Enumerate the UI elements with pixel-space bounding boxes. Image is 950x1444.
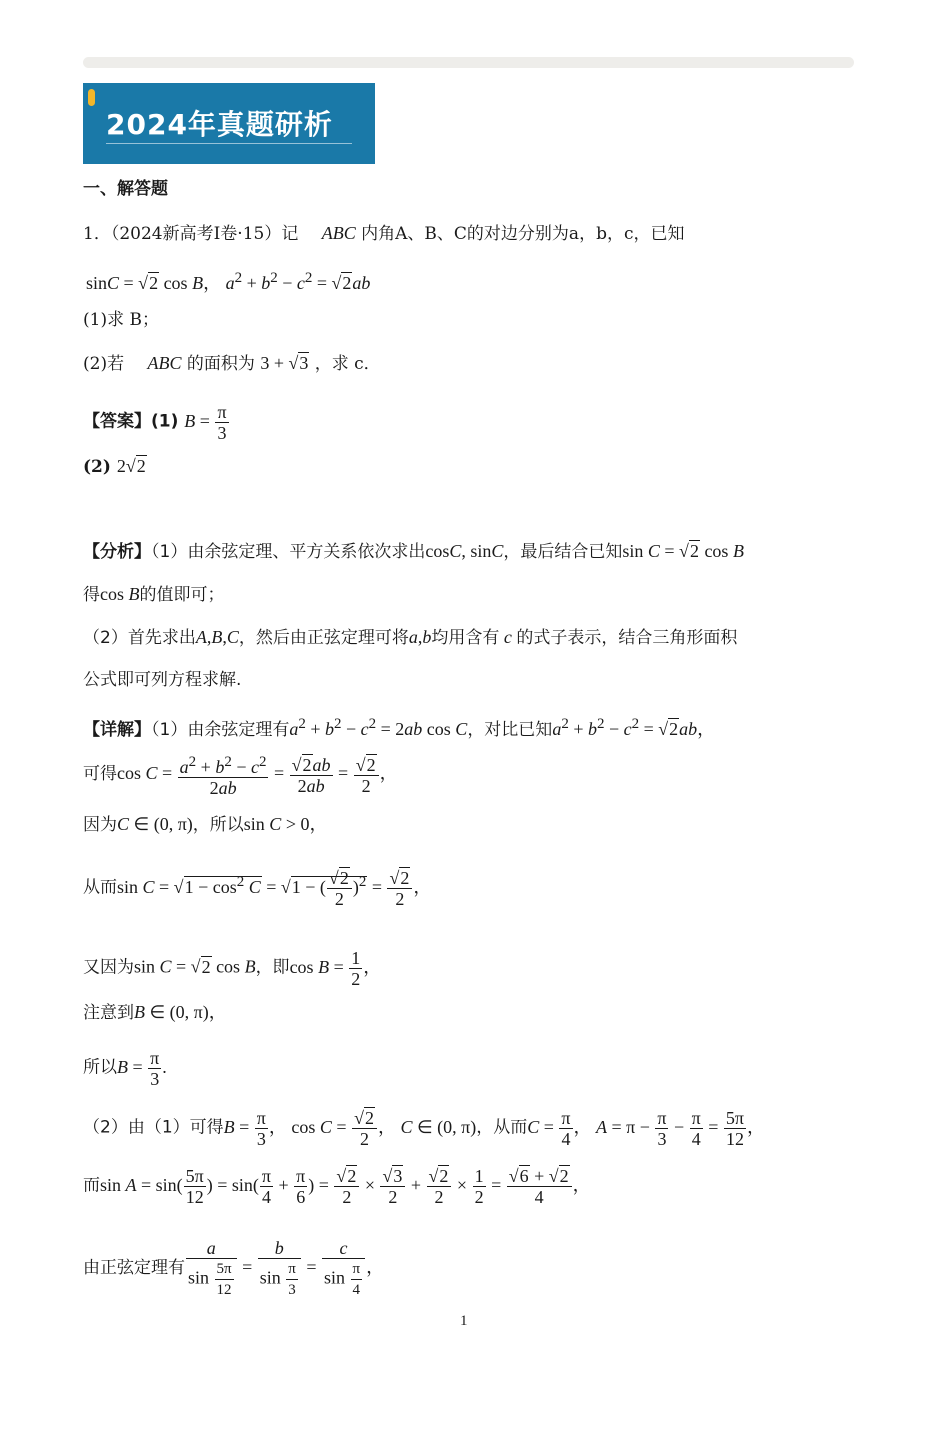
- analysis-text-2a: 得: [83, 585, 100, 605]
- detail-expr-sinc-pos: sin C > 0，: [243, 814, 328, 834]
- answer-line1: [83, 402, 230, 443]
- problem-stem-prefix: 1．（2024新高考Ⅰ卷·15）记: [83, 224, 299, 244]
- banner-tab-mark: [88, 89, 95, 106]
- detail-text-5a: 又因为: [83, 957, 134, 978]
- detail-text-3a: 因为: [83, 815, 117, 835]
- analysis-line4: 公式即可列方程求解.: [83, 670, 242, 690]
- given-conditions: sinC = √2 cos B， $a^2 + b^2 - c^2 = √2ab$: [86, 270, 371, 293]
- detail-line10: [83, 1238, 384, 1300]
- detail-text-4a: 从而: [83, 877, 117, 898]
- banner-underline: [106, 143, 352, 144]
- answer1-expr: B = $\frac{\pi}{3}$: [184, 402, 227, 443]
- analysis-text-1b: ，最后结合已知: [503, 542, 623, 562]
- detail-expr-angles: C = $\frac{\pi}{4}$ ， A = π − $\frac{\pi}{3}$ − $\frac{\pi}{4}$ = $\frac{5\pi}{12}$ ，: [527, 1108, 765, 1149]
- detail-expr-sine-law: a sin $\frac{5\pi}{12}$ = b sin $\frac{\pi}{3}$ = c sin $\frac{\pi}{4}$ ，: [188, 1238, 385, 1298]
- detail-line7: [83, 1048, 167, 1089]
- page-number: 1: [460, 1313, 468, 1329]
- analysis-label: 【分析】: [83, 542, 151, 562]
- detail-text-8b: ，从而: [476, 1117, 528, 1138]
- analysis-line1: [83, 540, 744, 563]
- area-value: 3 + √3: [260, 353, 309, 373]
- detail-expr-b-value: B = $\frac{\pi}{3}$ .: [117, 1048, 167, 1089]
- detail-text-9a: 而: [83, 1175, 100, 1196]
- detail-expr-sinc: $\sin C = √1 - \cos^2 C = √1$ − ( $\frac{√2}{2}$ )$^2$ = $\frac{√2}{2}$ ，: [117, 868, 432, 909]
- analysis-text-3d: 的式子表示，结合三角形面积: [516, 628, 738, 648]
- analysis-expr-ab: a,b: [408, 627, 432, 647]
- detail-text-3b: ，所以: [192, 815, 244, 835]
- detail-line5: [83, 948, 381, 989]
- detail-text-1a: （1）由余弦定理有: [151, 720, 290, 740]
- detail-text-7a: 所以: [83, 1057, 117, 1078]
- problem-part2: [83, 352, 381, 375]
- detail-expr-b-range: B ∈ (0, π)，: [134, 1002, 227, 1022]
- answer-label: 【答案】(1): [83, 411, 179, 432]
- detail-line4: [83, 868, 431, 909]
- detail-line9: [83, 1166, 591, 1207]
- answer-part2-label: (2): [83, 457, 111, 477]
- answer-line2: [83, 455, 147, 478]
- detail-expr-cosc: cos C = $\frac{a^2 + b^2 - c^2}{2ab}$ = $\frac{√2ab}{2ab}$ = $\frac{√2}{2}$ ，: [117, 754, 398, 798]
- detail-line1: [83, 713, 715, 741]
- detail-expr-given-2: sin C = √2 cos B: [134, 956, 256, 977]
- problem-part2-suffix: ，求 c．: [314, 354, 381, 374]
- detail-text-2a: 可得: [83, 764, 117, 785]
- problem-stem-suffix: 内角A、B、C的对边分别为a，b，c，已知: [361, 224, 685, 244]
- detail-expr-sina: sin A = sin( $\frac{5\pi}{12}$ ) = sin( $\frac{\pi}{4}$ + $\frac{\pi}{6}$ ) = $\frac{√2}{2}$ × $\frac{√3}{2}$ + $\frac{√2}{2}$ × $\frac{1}{2}$ = $\frac{√6 + √2}{4}$ ，: [100, 1166, 591, 1207]
- detail-expr-c-range: C ∈ (0, π): [117, 814, 193, 834]
- analysis-expr-cosb: cos B: [100, 584, 140, 604]
- analysis-line3: [83, 626, 737, 649]
- detail-text-6a: 注意到: [83, 1003, 134, 1023]
- detail-line8: [83, 1108, 765, 1149]
- analysis-expr-cos-sin: cosC, sinC: [425, 541, 504, 561]
- answer2-expr: 2√2: [116, 456, 146, 476]
- analysis-expr-given: sin C = √2 cos B: [622, 541, 744, 561]
- detail-line2: [83, 752, 398, 798]
- triangle-abc-2: ABC: [147, 353, 182, 373]
- detail-line6: [83, 1001, 227, 1024]
- section-banner: [83, 83, 375, 164]
- analysis-text-3c: 均用含有: [431, 628, 500, 648]
- top-decor-bar: [83, 57, 854, 68]
- analysis-text-3a: （2）首先求出: [83, 628, 196, 648]
- analysis-line2: [83, 583, 225, 606]
- problem-part1: (1)求 B；: [83, 310, 159, 330]
- detail-expr-cosb: cos B = $\frac{1}{2}$ ，: [289, 948, 382, 989]
- problem-stem: [83, 222, 684, 245]
- detail-text-5b: ，即: [255, 957, 290, 978]
- detail-text-1b: ，对比已知: [467, 720, 553, 740]
- detail-text-8a: （2）由（1）可得: [83, 1117, 224, 1138]
- problem-part2-prefix: (2)若: [83, 354, 125, 374]
- analysis-text-3b: ，然后由正弦定理可将: [238, 628, 409, 648]
- analysis-text-1a: （1）由余弦定理、平方关系依次求出: [151, 542, 426, 562]
- detail-expr-part2-values: B = $\frac{\pi}{3}$ ， cos C = $\frac{√2}{2}$ ， C ∈ (0, π): [223, 1108, 477, 1149]
- problem-part2-mid: 的面积为: [186, 354, 255, 374]
- detail-text-10a: 由正弦定理有: [83, 1258, 185, 1279]
- detail-expr-given: $a^2 + b^2 - c^2 = √2ab$，: [552, 716, 716, 739]
- triangle-abc: ABC: [321, 223, 356, 243]
- analysis-text-2b: 的值即可；: [139, 585, 225, 605]
- detail-expr-cosine-law: $a^2 + b^2 - c^2 = 2ab$ cos C: [289, 716, 468, 739]
- detail-line3: [83, 813, 327, 836]
- section-heading: 一、解答题: [83, 179, 168, 199]
- analysis-expr-c: c: [503, 627, 512, 647]
- detail-label: 【详解】: [83, 720, 151, 740]
- analysis-expr-abc: A,B,C: [195, 627, 239, 647]
- banner-title: 2024年真题研析: [106, 108, 333, 141]
